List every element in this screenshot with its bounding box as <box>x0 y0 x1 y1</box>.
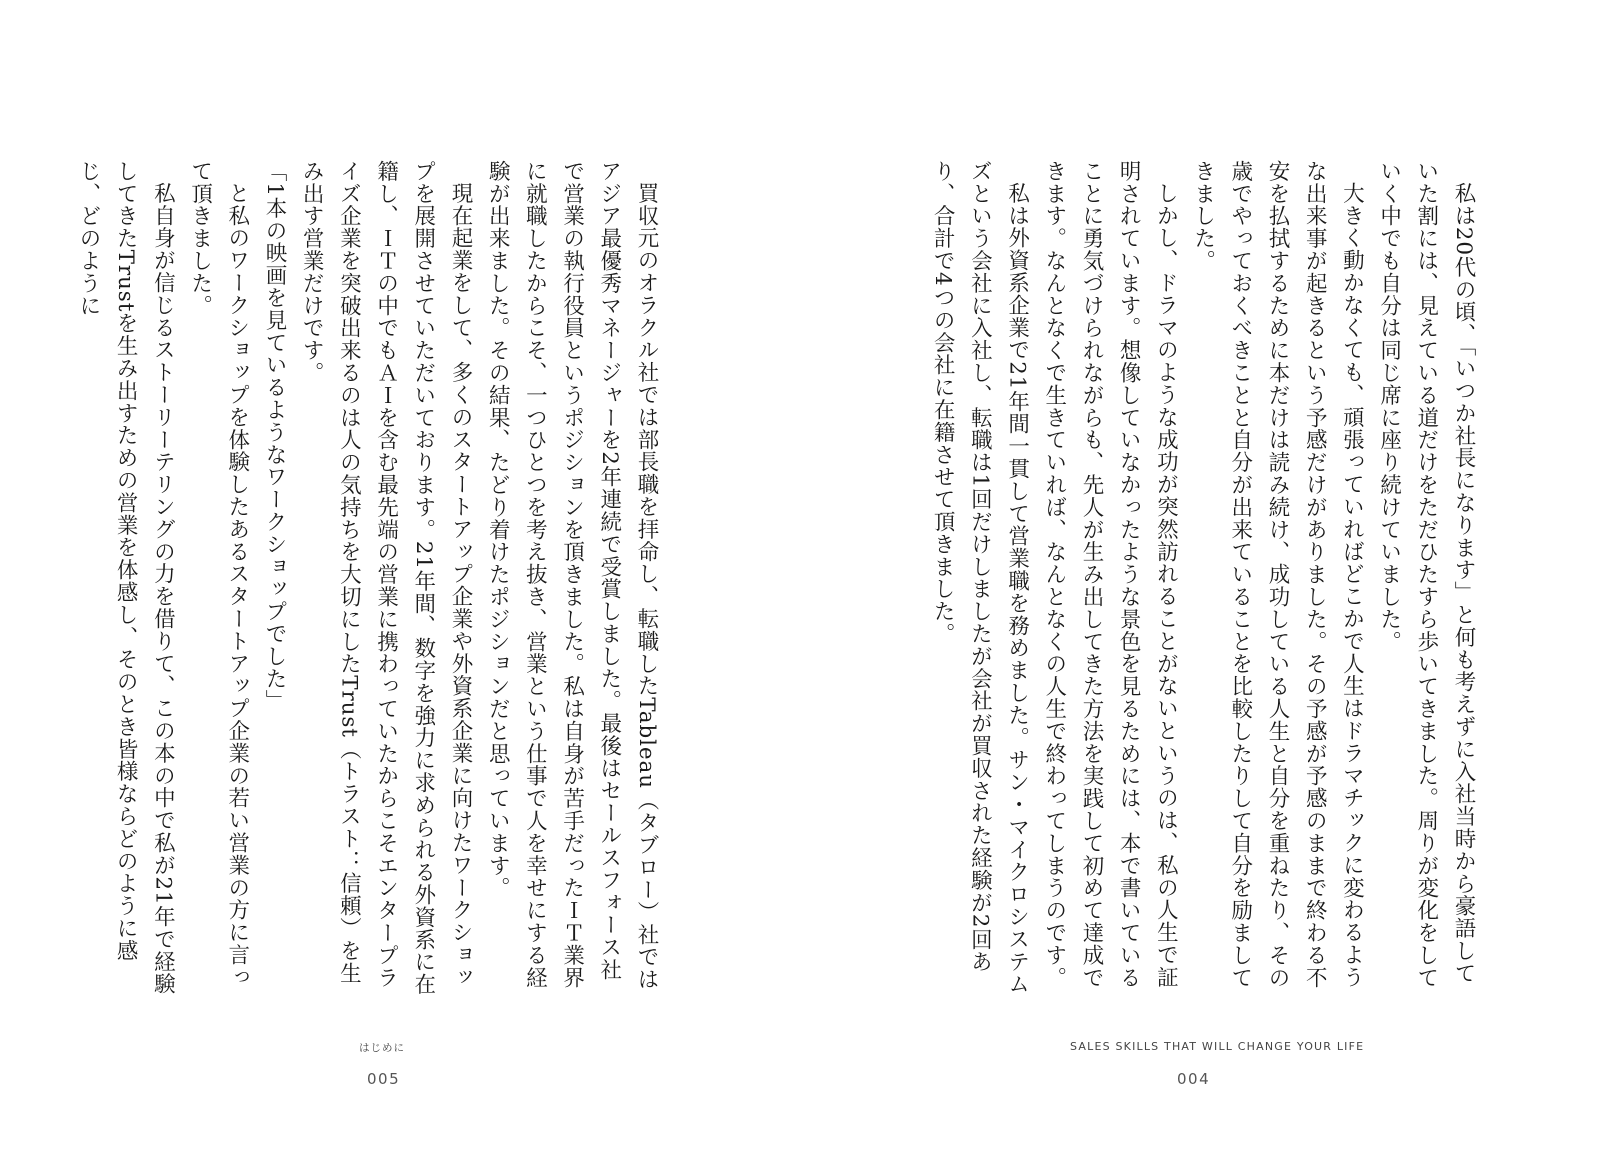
left-page-body <box>70 160 665 1000</box>
running-head-right: SALES SKILLS THAT WILL CHANGE YOUR LIFE <box>1070 1040 1365 1053</box>
right-paragraph-2: 大きく動かなくても、頑張っていればどこかで人生はドラマチックに変わるような出来事が起きるという予感だけがありました。その予感が予感のままで終わる不安を払拭するために本だけは読み続け、成功している人生と自分を重ねたり、その歳でやっておくべきことと自分が出来ていることを比較したりして自分を励ましてきました。 <box>1190 160 1365 989</box>
left-paragraph-2: 現在起業をして、多くのスタートアップ企業や外資系企業に向けたワークショップを展開させていただいております。21年間、数字を強力に求められる外資系に在籍し、ＩＴの中でもＡＩを含む最先端の営業に携わっていたからこそエンタープライズ企業を突破出来るのは人の気持ちを大切にしたTrust（トラスト：信頼）を生み出す営業だけです。 <box>299 160 473 996</box>
right-paragraph-4: 私は外資系企業で21年間一貫して営業職を務めました。サン・マイクロシステムズという会社に入社し、転職は1回だけしましたが会社が買収された経験が2回あり、合計で4つの会社に在籍させて頂きました。 <box>930 160 1030 995</box>
right-page-body <box>924 160 1482 1000</box>
right-page <box>800 0 1600 1160</box>
right-paragraph-3: しかし、ドラマのような成功が突然訪れることがないというのは、私の人生で証明されています。想像していなかったような景色を見るためには、本で書いていることに勇気づけられながらも、先人が生み出してきた方法を実践して初めて達成できます。なんとなくで生きていれば、なんとなくの人生で終わってしまうのです。 <box>1041 160 1179 989</box>
running-head-left: はじめに <box>359 1042 405 1054</box>
left-paragraph-4: 私自身が信じるストーリーテリングの力を借りて、この本の中で私が21年で経験してきたTrustを生み出すための営業を体感し、そのとき皆様ならどのように感じ、どのように <box>75 160 176 995</box>
left-paragraph-quote: 「1本の映画を見ているようなワークショップでした」 <box>261 160 287 713</box>
left-paragraph-3: と私のワークショップを体験したあるスタートアップ企業の若い営業の方に言って頂きました。 <box>187 160 250 988</box>
page-number-right: 004 <box>1177 1070 1211 1088</box>
page-number-left: 005 <box>367 1070 401 1088</box>
left-paragraph-1: 買収元のオラクル社では部長職を拝命し、転職したTableau（タブロー）社ではアジア最優秀マネージャーを2年連続で受賞しました。最後はセールスフォース社で営業の執行役員というポジションを頂きました。私は自身が苦手だったＩＴ業界に就職したからこそ、一つひとつを考え抜き、営業という仕事で人を幸せにする経験が出来ました。その結果、たどり着けたポジションだと思っています。 <box>485 160 659 991</box>
right-paragraph-1: 私は20代の頃、「いつか社長になります」と何も考えずに入社当時から豪語していた割には、見えている道だけをただひたすら歩いてきました。周りが変化をしていく中でも自分は同じ席に座り続けていました。 <box>1376 160 1476 989</box>
